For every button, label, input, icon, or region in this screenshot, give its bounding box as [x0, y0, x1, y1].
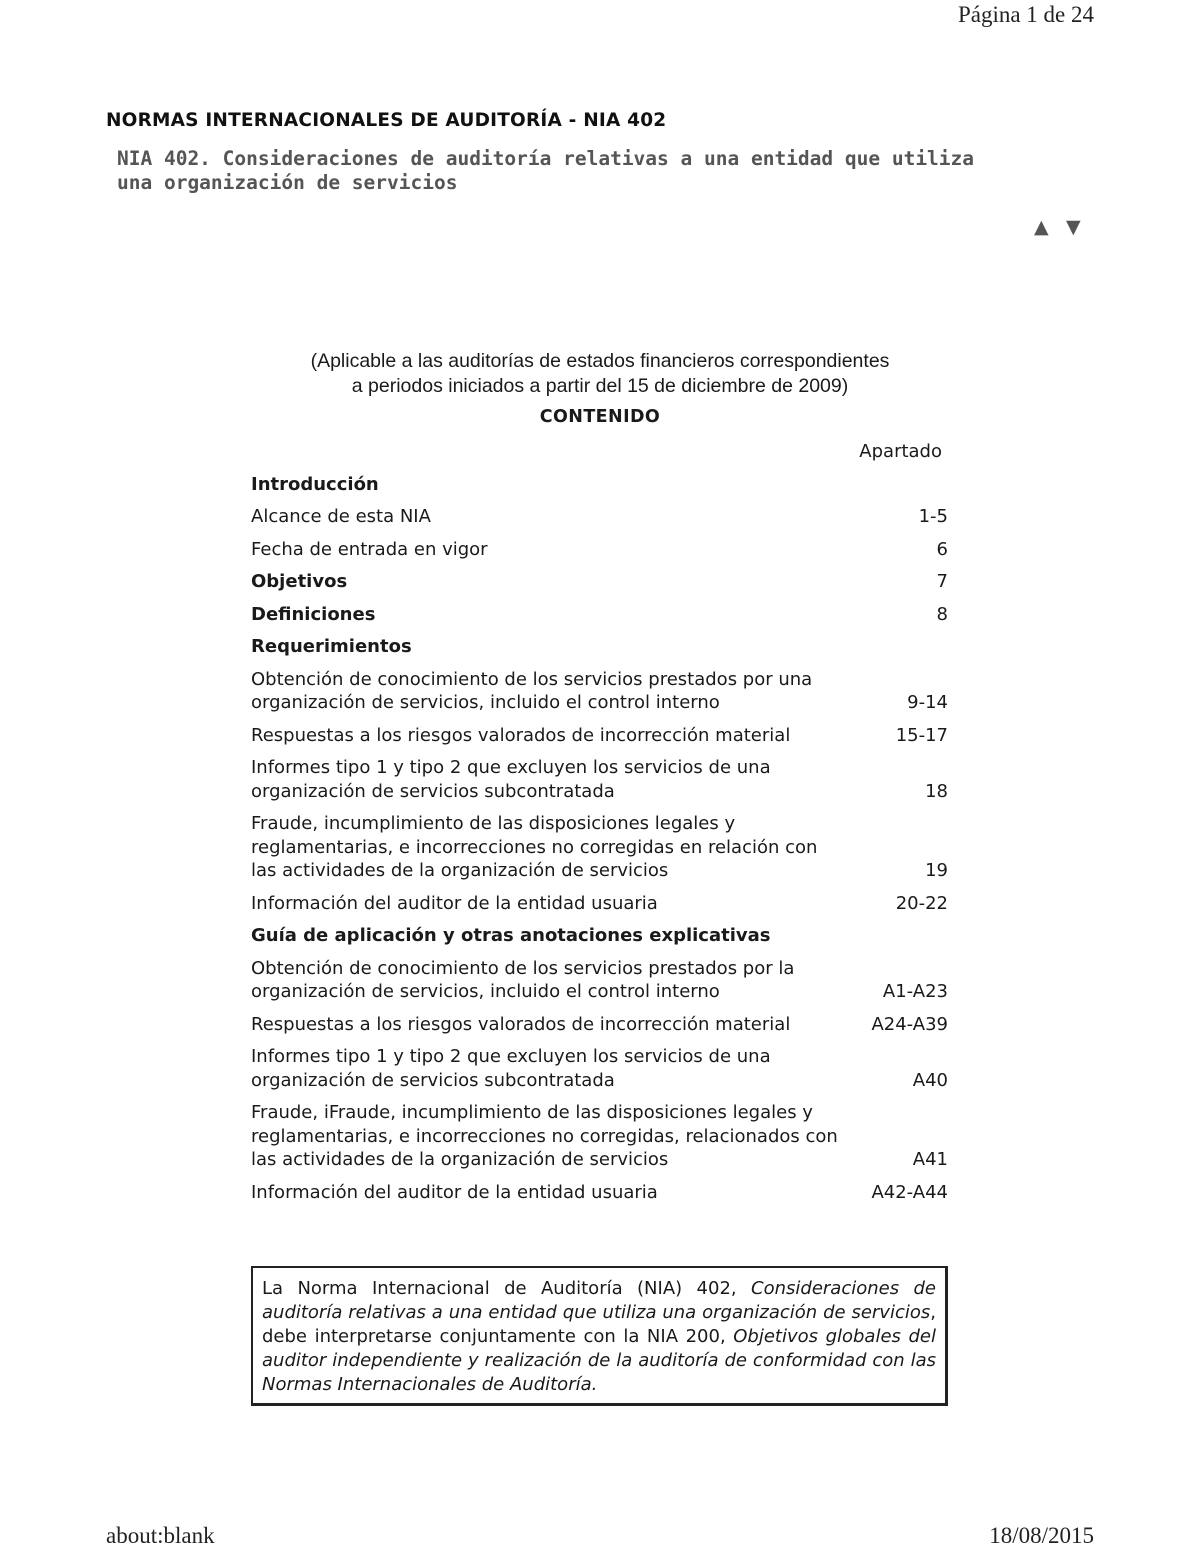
interpretation-note-box — [251, 1266, 948, 1406]
toc-reference: 9-14 — [907, 692, 948, 713]
toc-row — [251, 1101, 948, 1172]
toc-label: Fecha de entrada en vigor — [251, 538, 488, 560]
toc-label: Informes tipo 1 y tipo 2 que excluyen los servicios de una organización de servicios subcontratada — [251, 757, 771, 802]
contents-title: CONTENIDO — [539, 407, 661, 427]
note-text: , debe interpretarse conjuntamente con la NIA 200, — [262, 1302, 936, 1347]
toc-label: Introducción — [251, 473, 379, 495]
toc-label: Información del auditor de la entidad usuaria — [251, 1181, 658, 1203]
column-header-apartado: Apartado — [859, 441, 942, 462]
toc-row — [251, 505, 948, 529]
document-subtitle: NIA 402. Consideraciones de auditoría relativas a una entidad que utiliza una organización de servicios — [117, 147, 975, 194]
toc-label: Requerimientos — [251, 636, 412, 657]
toc-reference: 6 — [936, 538, 948, 560]
toc-row — [251, 668, 948, 715]
toc-reference: A41 — [912, 1149, 948, 1170]
document-heading: NORMAS INTERNACIONALES DE AUDITORÍA - NIA 402 — [106, 110, 667, 131]
toc-label: Respuestas a los riesgos valorados de incorrección material — [251, 724, 791, 746]
applicability-note — [200, 349, 1000, 399]
footer-date: 18/08/2015 — [989, 1523, 1094, 1548]
toc-reference: A40 — [912, 1069, 948, 1091]
toc-reference: 8 — [936, 603, 948, 625]
note-italic-title: Objetivos globales del auditor independiente y realización de la auditoría de conformidad con las Normas Internacionales de Auditoría. — [262, 1326, 936, 1395]
toc-reference: 18 — [925, 780, 948, 802]
toc-row — [251, 1045, 948, 1092]
toc-label: Definiciones — [251, 603, 376, 625]
toc-label: Objetivos — [251, 571, 348, 592]
toc-section-row — [251, 570, 948, 594]
toc-label: Información del auditor de la entidad usuaria — [251, 892, 658, 914]
toc-label: Obtención de conocimiento de los servicios prestados por una organización de servicios, incluido el control interno — [251, 668, 813, 713]
nav-arrows — [1034, 216, 1088, 240]
toc-row — [251, 724, 948, 748]
toc-reference: A24-A39 — [871, 1013, 948, 1035]
toc-reference: 15-17 — [895, 724, 948, 746]
applicability-line: (Aplicable a las auditorías de estados financieros correspondientes — [310, 350, 890, 372]
toc-label: Fraude, incumplimiento de las disposiciones legales y reglamentarias, e incorrecciones no corregidas en relación con las actividades de la organización de servicios — [251, 813, 818, 881]
toc-section-row — [251, 635, 948, 659]
toc-section-row — [251, 924, 948, 948]
toc-section-row — [251, 603, 948, 627]
toc-row — [251, 1181, 948, 1205]
toc-row — [251, 538, 948, 562]
toc-label: Respuestas a los riesgos valorados de incorrección material — [251, 1013, 791, 1035]
toc-reference: 20-22 — [895, 892, 948, 914]
toc-label: Obtención de conocimiento de los servicios prestados por la organización de servicios, incluido el control interno — [251, 957, 795, 1002]
toc-row — [251, 957, 948, 1004]
toc-reference: 1-5 — [918, 506, 948, 527]
toc-label: Informes tipo 1 y tipo 2 que excluyen los servicios de una organización de servicios subcontratada — [251, 1046, 771, 1091]
toc-reference: 7 — [936, 571, 948, 592]
toc-row — [251, 1013, 948, 1037]
toc-row — [251, 756, 948, 803]
toc-reference: 19 — [925, 860, 948, 881]
page-number: Página 1 de 24 — [957, 2, 1094, 27]
toc-row — [251, 892, 948, 916]
toc-row — [251, 812, 948, 883]
toc-label: Alcance de esta NIA — [251, 506, 431, 527]
toc-section-row — [251, 473, 948, 497]
table-of-contents — [251, 440, 948, 1213]
applicability-line: a periodos iniciados a partir del 15 de diciembre de 2009) — [351, 375, 849, 397]
toc-label: Guía de aplicación y otras anotaciones explicativas — [251, 925, 771, 946]
toc-reference: A42-A44 — [871, 1181, 948, 1203]
arrow-up-icon[interactable]: ▲ — [1034, 216, 1049, 238]
toc-column-header — [251, 440, 948, 464]
note-text: La Norma Internacional de Auditoría (NIA) 402, — [262, 1278, 752, 1299]
toc-reference: A1-A23 — [882, 981, 948, 1002]
note-italic-title: Consideraciones de auditoría relativas a una entidad que utiliza una organización de servicios — [262, 1278, 936, 1323]
footer-url: about:blank — [106, 1523, 215, 1548]
arrow-down-icon[interactable]: ▼ — [1066, 216, 1081, 238]
toc-label: Fraude, iFraude, incumplimiento de las disposiciones legales y reglamentarias, e incorrecciones no corregidas, relacionados con las actividades de la organización de servicios — [251, 1102, 838, 1170]
